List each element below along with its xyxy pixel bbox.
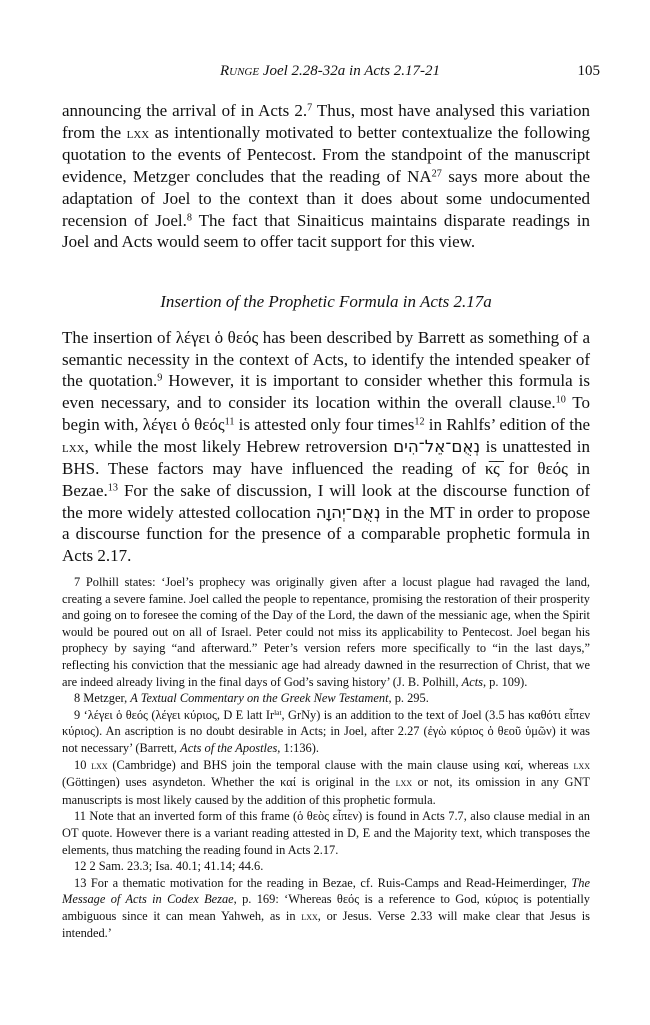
footnote-number: 13 [74, 875, 87, 890]
footnote-text: Note that an inverted form of this frame (ὁ θεὸς εἶπεν) is found in Acts 7.7, also clause medial in an OT quote. However there is a variant reading attested in D, E and the Majority text, which transposes the elements, thus matching the reading found in Acts 2.17. [62, 809, 590, 857]
footnote-title: Acts [461, 674, 483, 689]
footnote-ref-10[interactable]: 10 [555, 394, 566, 406]
footnote-number: 9 [74, 707, 81, 722]
running-head-author: Runge [219, 63, 260, 79]
footnote-ref-13[interactable]: 13 [107, 482, 118, 494]
text-run: The insertion of λέγει ὁ θεός has been described by Barrett as something of a semantic necessity in the context of Acts, to identify the intended speaker of the quotation. [62, 328, 590, 391]
footnote-number: 7 [74, 575, 81, 589]
page-number: 105 [577, 63, 600, 79]
footnote-9 [62, 707, 590, 757]
footnote-text: ‘λέγει ὁ θεός (λέγει κύριος, D E latt Ir [80, 707, 275, 722]
text-run: , while the most likely Hebrew retroversion [84, 436, 394, 456]
text-run: The fact that Sinaiticus maintains disparate readings in Joel and Acts would seem to offer tacit support for this view. [62, 210, 590, 252]
text-run: Thus, most have analysed this variation from the [62, 101, 590, 142]
footnote-text: 2 Sam. 23.3; Isa. 40.1; 41.14; 44.6. [86, 859, 264, 874]
footnote-ref-12[interactable]: 12 [414, 416, 425, 428]
footnote-text: , or Jesus. Verse 2.33 will make clear that Jesus is intended.’ [62, 908, 590, 941]
footnote-text: (Göttingen) uses asyndeton. Whether the καί is original in the [62, 775, 396, 790]
footnote-text: , p. 169: ‘Whereas θεός is a reference to God, κύριος is potentially ambiguous since it can mean Yahweh, as in [62, 892, 590, 923]
running-head-title [60, 62, 600, 80]
text-run: says more about the adaptation of Joel to the context than it does about some undocumented recension of Joel. [62, 167, 591, 230]
footnote-number: 11 [74, 809, 86, 824]
body-paragraph-1 [62, 100, 590, 253]
footnote-text: For a thematic motivation for the reading in Bezae, cf. Ruis-Camps and Read-Heimerdinger, [86, 875, 572, 890]
text-run: announcing the arrival of in Acts 2. [62, 101, 308, 120]
text-run: is unattested in BHS. These factors may have influenced the reading of κ̅ς̅ for θεός in Bezae. [62, 436, 590, 500]
footnote-number: 12 [74, 859, 87, 874]
footnote-12 [62, 858, 590, 875]
lxx-abbrev: lxx [301, 909, 318, 923]
footnote-text: (Cambridge) and BHS join the temporal clause with the main clause using καί, whereas [107, 757, 574, 772]
footnote-text: Metzger, [80, 691, 131, 706]
footnote-8 [62, 690, 590, 707]
hebrew-retroversion: נְאֻם־אֵל־הִים [393, 436, 481, 456]
lxx-abbrev: lxx [573, 758, 590, 772]
hebrew-collocation: נְאֻם־יְהוָה [315, 502, 381, 522]
text-run: in the MT in order to propose a discourse function for the presence of a comparable prophetic formula in Acts 2.17. [62, 502, 590, 566]
lxx-abbrev: lxx [91, 758, 108, 772]
na-edition-superscript: 27 [431, 168, 442, 180]
lxx-abbrev: lxx [126, 124, 150, 142]
footnote-ref-7[interactable]: 7 [307, 102, 313, 114]
footnote-title: The Message of Acts in Codex Bezae [62, 875, 590, 907]
footnote-text: , 1:136). [277, 740, 319, 755]
running-head-article-title: Joel 2.28-32a in Acts 2.17-21 [262, 63, 441, 79]
footnote-ref-9[interactable]: 9 [157, 372, 163, 384]
section-heading: Insertion of the Prophetic Formula in Acts 2.17a [160, 292, 492, 311]
body-paragraph-2 [62, 327, 590, 567]
lxx-abbrev: lxx [395, 776, 413, 790]
footnote-11 [62, 808, 590, 858]
footnote-10 [62, 757, 590, 809]
footnote-number: 8 [74, 691, 81, 706]
footnote-ref-11[interactable]: 11 [224, 416, 235, 428]
lxx-abbrev: lxx [62, 438, 85, 456]
footnote-text: , GrNy) is an addition to the text of Joel (3.5 has καθότι εἶπεν κύριος). An ascription is no doubt desirable in Acts; in Joel, after 2.27 (ἐγὼ κύριος ὁ θεοῦ ὑμῶν) it was not necessary’ (Barrett, [62, 707, 590, 755]
text-run: is attested only four times [234, 414, 415, 434]
footnote-title: A Textual Commentary on the Greek New Testament [130, 691, 389, 706]
footnote-superscript: lat [274, 707, 282, 717]
text-run: However, it is important to consider whether this formula is even necessary, and to consider its location within the overall clause. [62, 371, 590, 413]
footnote-ref-8[interactable]: 8 [186, 211, 192, 223]
footnotes [62, 574, 590, 942]
footnote-13 [62, 875, 590, 942]
footnote-number: 10 [74, 757, 87, 772]
footnote-text: , p. 109). [482, 674, 528, 689]
text-run: as intentionally motivated to better contextualize the following quotation to the events of Pentecost. From the standpoint of the manuscript evidence, Metzger concludes that the reading of NA [62, 122, 590, 187]
footnote-7 [62, 574, 590, 690]
footnote-title: Acts of the Apostles [180, 740, 278, 755]
footnote-text: , p. 295. [388, 691, 429, 706]
footnote-text: or not, its omission in any GNT manuscripts is most likely caused by the addition of this prophetic formula. [62, 775, 590, 807]
text-run: For the sake of discussion, I will look at the discourse function of the more widely attested collocation [62, 480, 590, 522]
text-run: in Rahlfs’ edition of the [424, 414, 590, 434]
footnote-text: Polhill states: ‘Joel’s prophecy was originally given after a locust plague had ravaged the land, creating a severe famine. Joel called the people to repentance, promising the restoration of their prosperity and going on to foresee the coming of the Day of the Lord, the dawn of the messianic age, when the Spirit would be poured out on all of Israel. Peter could not miss its applicability to Pentecost. Joel began his prophecy by saying “and afterward.” Peter’s version refers more specifically to “in the last days,” reflecting his conviction that the messianic age had already dawned in the resurrection of Christ, that we are indeed already living in the final days of God’s saving history’ (J. B. Polhill, [62, 575, 590, 689]
text-run: To begin with, λέγει ὁ θεός [62, 393, 591, 434]
